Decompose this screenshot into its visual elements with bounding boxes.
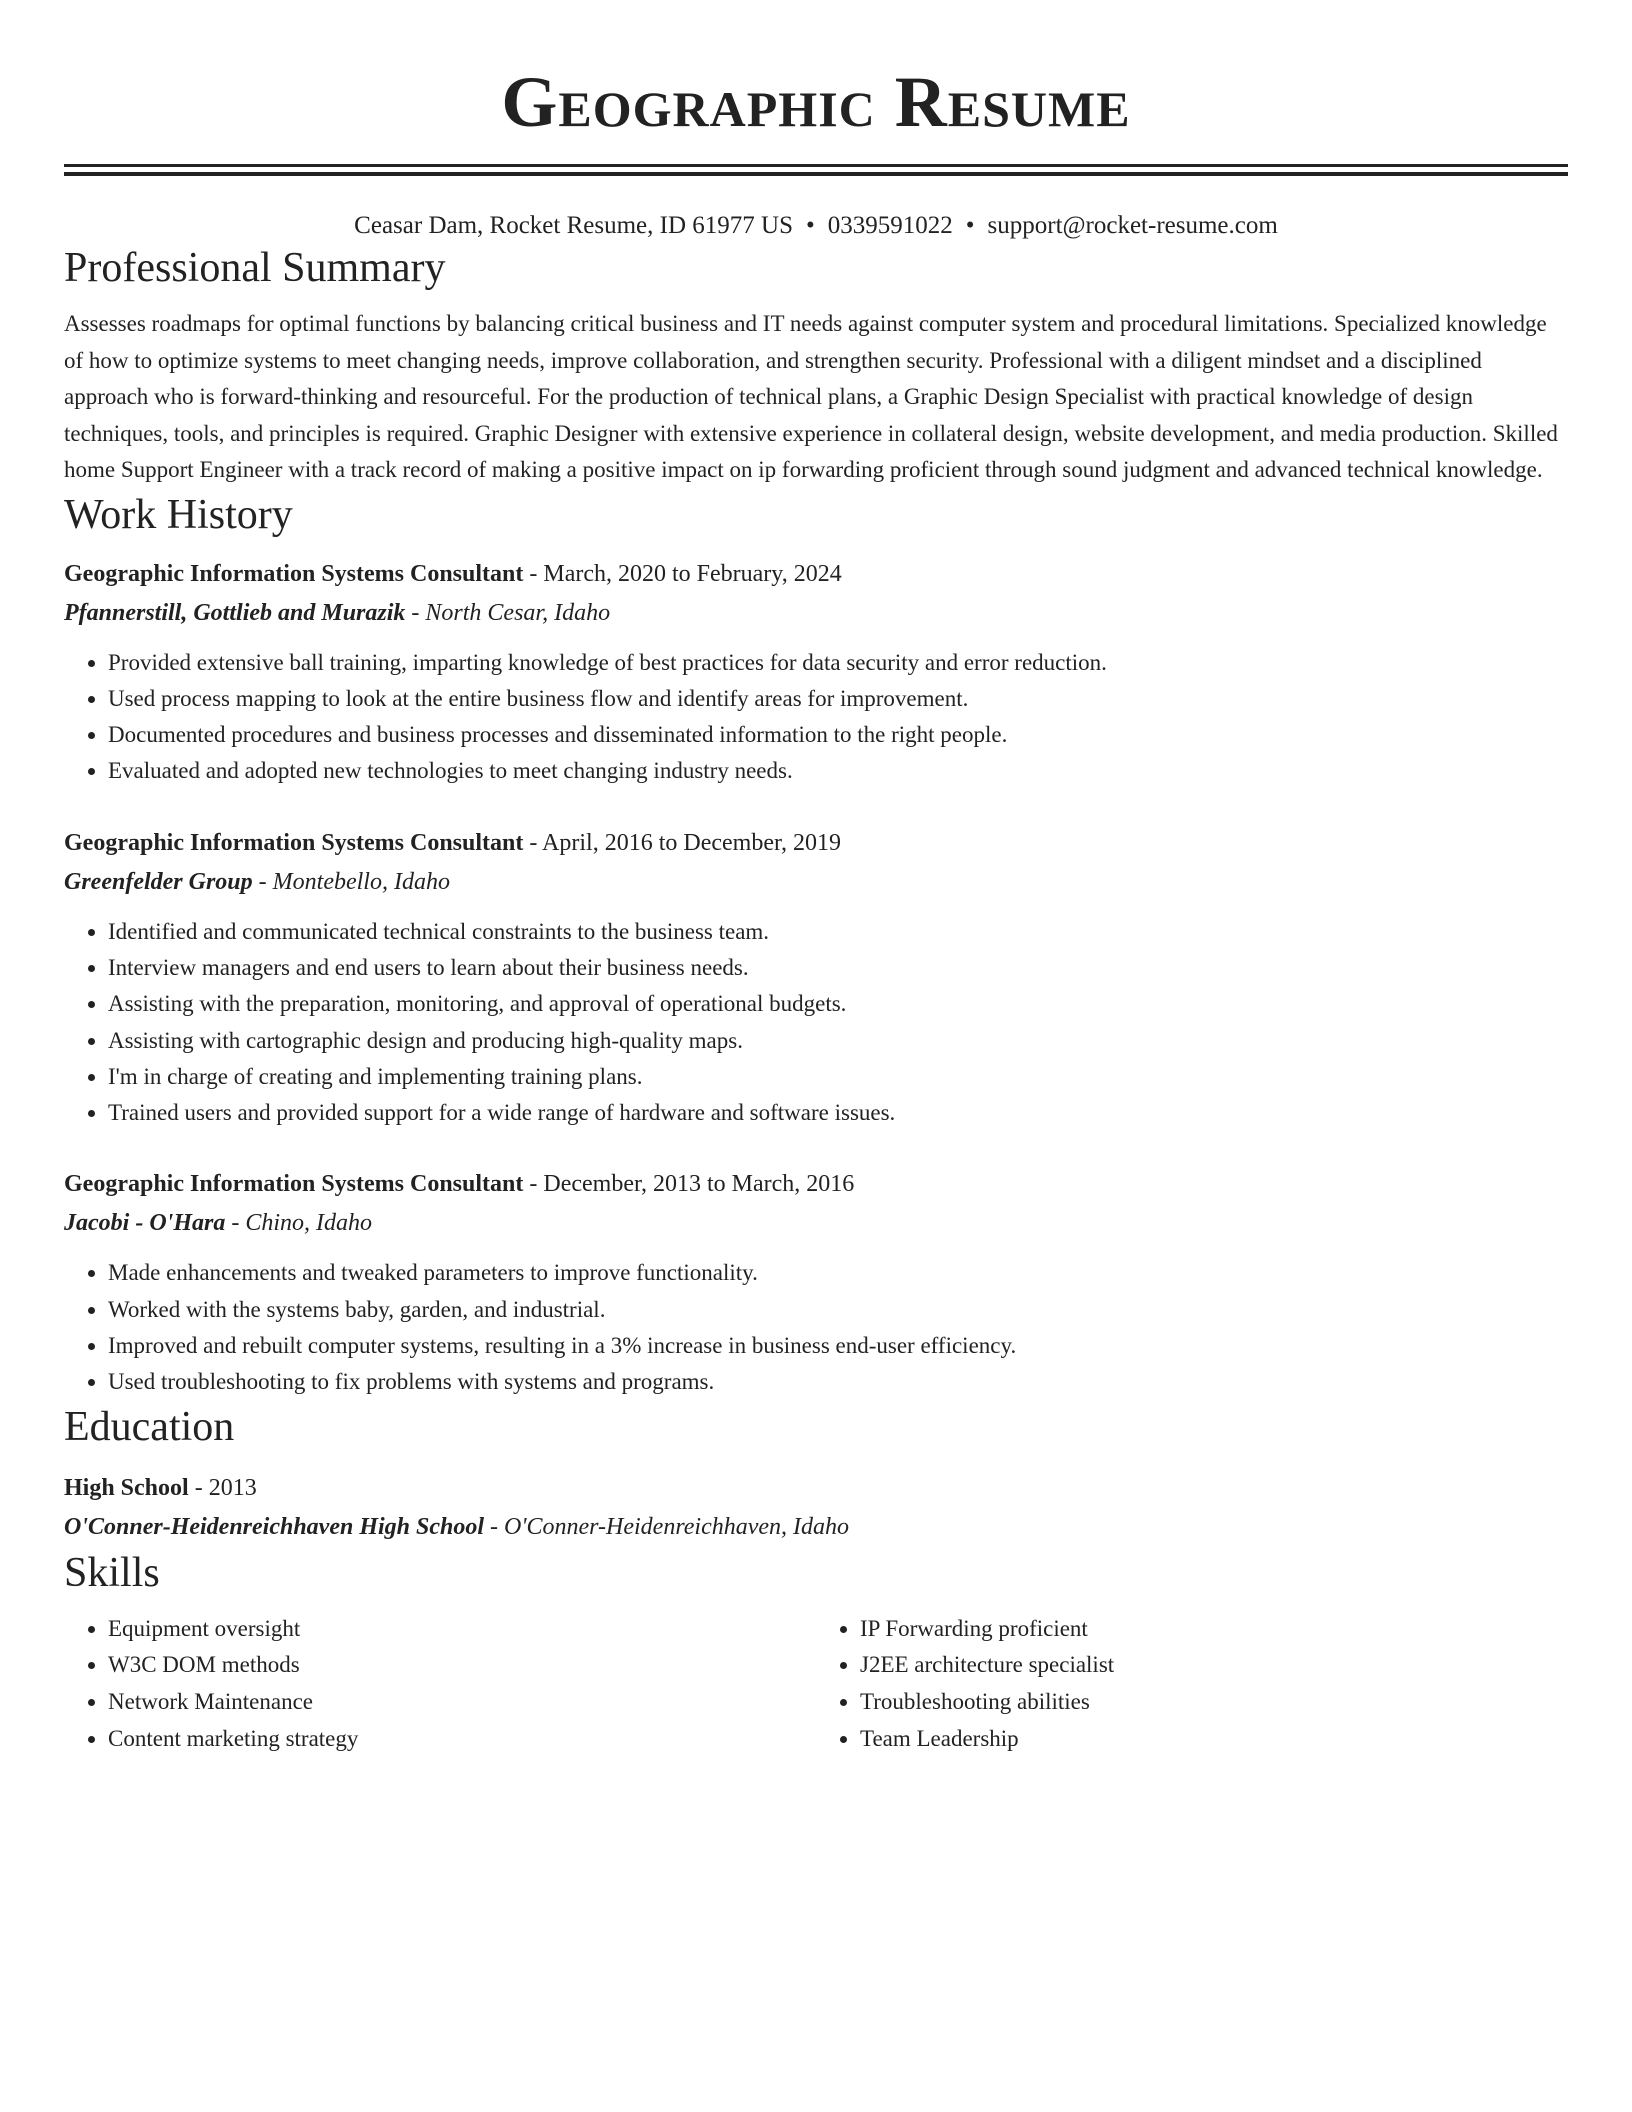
list-item: • I'm in charge of creating and implementing training plans. [108, 1059, 1568, 1095]
education-heading: Education [64, 1403, 235, 1450]
job-location: Montebello, Idaho [272, 868, 450, 895]
skills-column-left [64, 1611, 816, 1758]
list-item: • Content marketing strategy [108, 1721, 816, 1758]
job-role: Geographic Information Systems Consultant [64, 560, 524, 587]
list-item: • Provided extensive ball training, imparting knowledge of best practices for data security and error reduction. [108, 645, 1568, 681]
job-company-line [64, 1204, 1568, 1243]
job-entry [64, 824, 1568, 1132]
job-title-line [64, 1165, 1568, 1204]
job-dates: March, 2020 to February, 2024 [543, 560, 842, 587]
contact-address: Ceasar Dam, Rocket Resume, ID 61977 US [354, 212, 793, 239]
dash: - [523, 829, 543, 856]
list-item: • Worked with the systems baby, garden, and industrial. [108, 1292, 1568, 1328]
contact-separator: • [805, 212, 815, 239]
job-bullets [64, 645, 1568, 790]
dash: - [523, 1171, 544, 1198]
list-item: • Assisting with cartographic design and producing high-quality maps. [108, 1023, 1568, 1059]
job-location: North Cesar, Idaho [425, 599, 611, 626]
list-item: • Used troubleshooting to fix problems with systems and programs. [108, 1364, 1568, 1400]
dash: - [405, 599, 426, 626]
list-item: • Identified and communicated technical constraints to the business team. [108, 914, 1568, 950]
contact-line [64, 210, 1568, 242]
job-bullets [64, 914, 1568, 1132]
work-history-heading: Work History [64, 491, 293, 538]
education-school: O'Conner-Heidenreichhaven High School [64, 1513, 485, 1540]
job-company-line [64, 863, 1568, 902]
list-item: • Troubleshooting abilities [860, 1684, 1568, 1721]
list-item: • Evaluated and adopted new technologies to meet changing industry needs. [108, 753, 1568, 789]
list-item: • Assisting with the preparation, monitoring, and approval of operational budgets. [108, 986, 1568, 1022]
contact-email: support@rocket-resume.com [987, 212, 1278, 239]
education-degree: High School [64, 1474, 189, 1501]
dash: - [484, 1513, 505, 1540]
job-company: Pfannerstill, Gottlieb and Murazik [64, 599, 406, 626]
education-location: O'Conner-Heidenreichhaven, Idaho [504, 1513, 850, 1540]
job-title-line [64, 555, 1568, 594]
list-item: • W3C DOM methods [108, 1647, 816, 1684]
job-company: Greenfelder Group [64, 868, 253, 895]
list-item: • Used process mapping to look at the entire business flow and identify areas for improvement. [108, 681, 1568, 717]
job-location: Chino, Idaho [245, 1210, 372, 1237]
summary-text: Assesses roadmaps for optimal functions by balancing critical business and IT needs against computer system and procedural limitations. Specialized knowledge of how to optimize systems to meet changing needs, improve collaboration, and strengthen security. Professional with a diligent mindset and a disciplined approach who is forward-thinking and resourceful. For the production of technical plans, a Graphic Design Specialist with practical knowledge of design techniques, tools, and principles is required. Graphic Designer with extensive experience in collateral design, website development, and media production. Skilled home Support Engineer with a track record of making a positive impact on ip forwarding proficient through sound judgment and advanced technical knowledge. [64, 311, 1558, 482]
resume-title: Geographic Resume [501, 62, 1131, 142]
job-entry [64, 1165, 1568, 1400]
education-entry [64, 1469, 1568, 1547]
list-item: • Equipment oversight [108, 1611, 816, 1648]
job-bullets [64, 1255, 1568, 1400]
dash: - [188, 1474, 209, 1501]
skills-grid [64, 1611, 1568, 1758]
job-title-line [64, 824, 1568, 863]
education-degree-line [64, 1469, 1568, 1508]
list-item: • IP Forwarding proficient [860, 1611, 1568, 1648]
summary-heading: Professional Summary [64, 245, 446, 291]
job-dates: April, 2016 to December, 2019 [542, 829, 841, 856]
education-year: 2013 [208, 1474, 257, 1501]
contact-separator: • [965, 212, 975, 239]
list-item: • Improved and rebuilt computer systems, resulting in a 3% increase in business end-user efficiency. [108, 1328, 1568, 1364]
list-item: • J2EE architecture specialist [860, 1647, 1568, 1684]
skills-heading: Skills [64, 1549, 160, 1596]
list-item: • Team Leadership [860, 1721, 1568, 1758]
list-item: • Made enhancements and tweaked parameters to improve functionality. [108, 1255, 1568, 1291]
job-role: Geographic Information Systems Consultant [64, 829, 524, 856]
contact-phone: 0339591022 [827, 212, 953, 239]
job-company: Jacobi - O'Hara [64, 1210, 226, 1237]
skills-column-right [816, 1611, 1568, 1758]
job-entry [64, 555, 1568, 790]
list-item: • Interview managers and end users to learn about their business needs. [108, 950, 1568, 986]
job-company-line [64, 594, 1568, 633]
list-item: • Trained users and provided support for a wide range of hardware and software issues. [108, 1095, 1568, 1131]
title-divider [64, 164, 1568, 176]
list-item: • Documented procedures and business processes and disseminated information to the right people. [108, 717, 1568, 753]
dash: - [252, 868, 273, 895]
dash: - [523, 560, 544, 587]
job-role: Geographic Information Systems Consultant [64, 1171, 524, 1198]
education-school-line [64, 1508, 1568, 1547]
list-item: • Network Maintenance [108, 1684, 816, 1721]
job-dates: December, 2013 to March, 2016 [543, 1171, 855, 1198]
dash: - [225, 1210, 246, 1237]
